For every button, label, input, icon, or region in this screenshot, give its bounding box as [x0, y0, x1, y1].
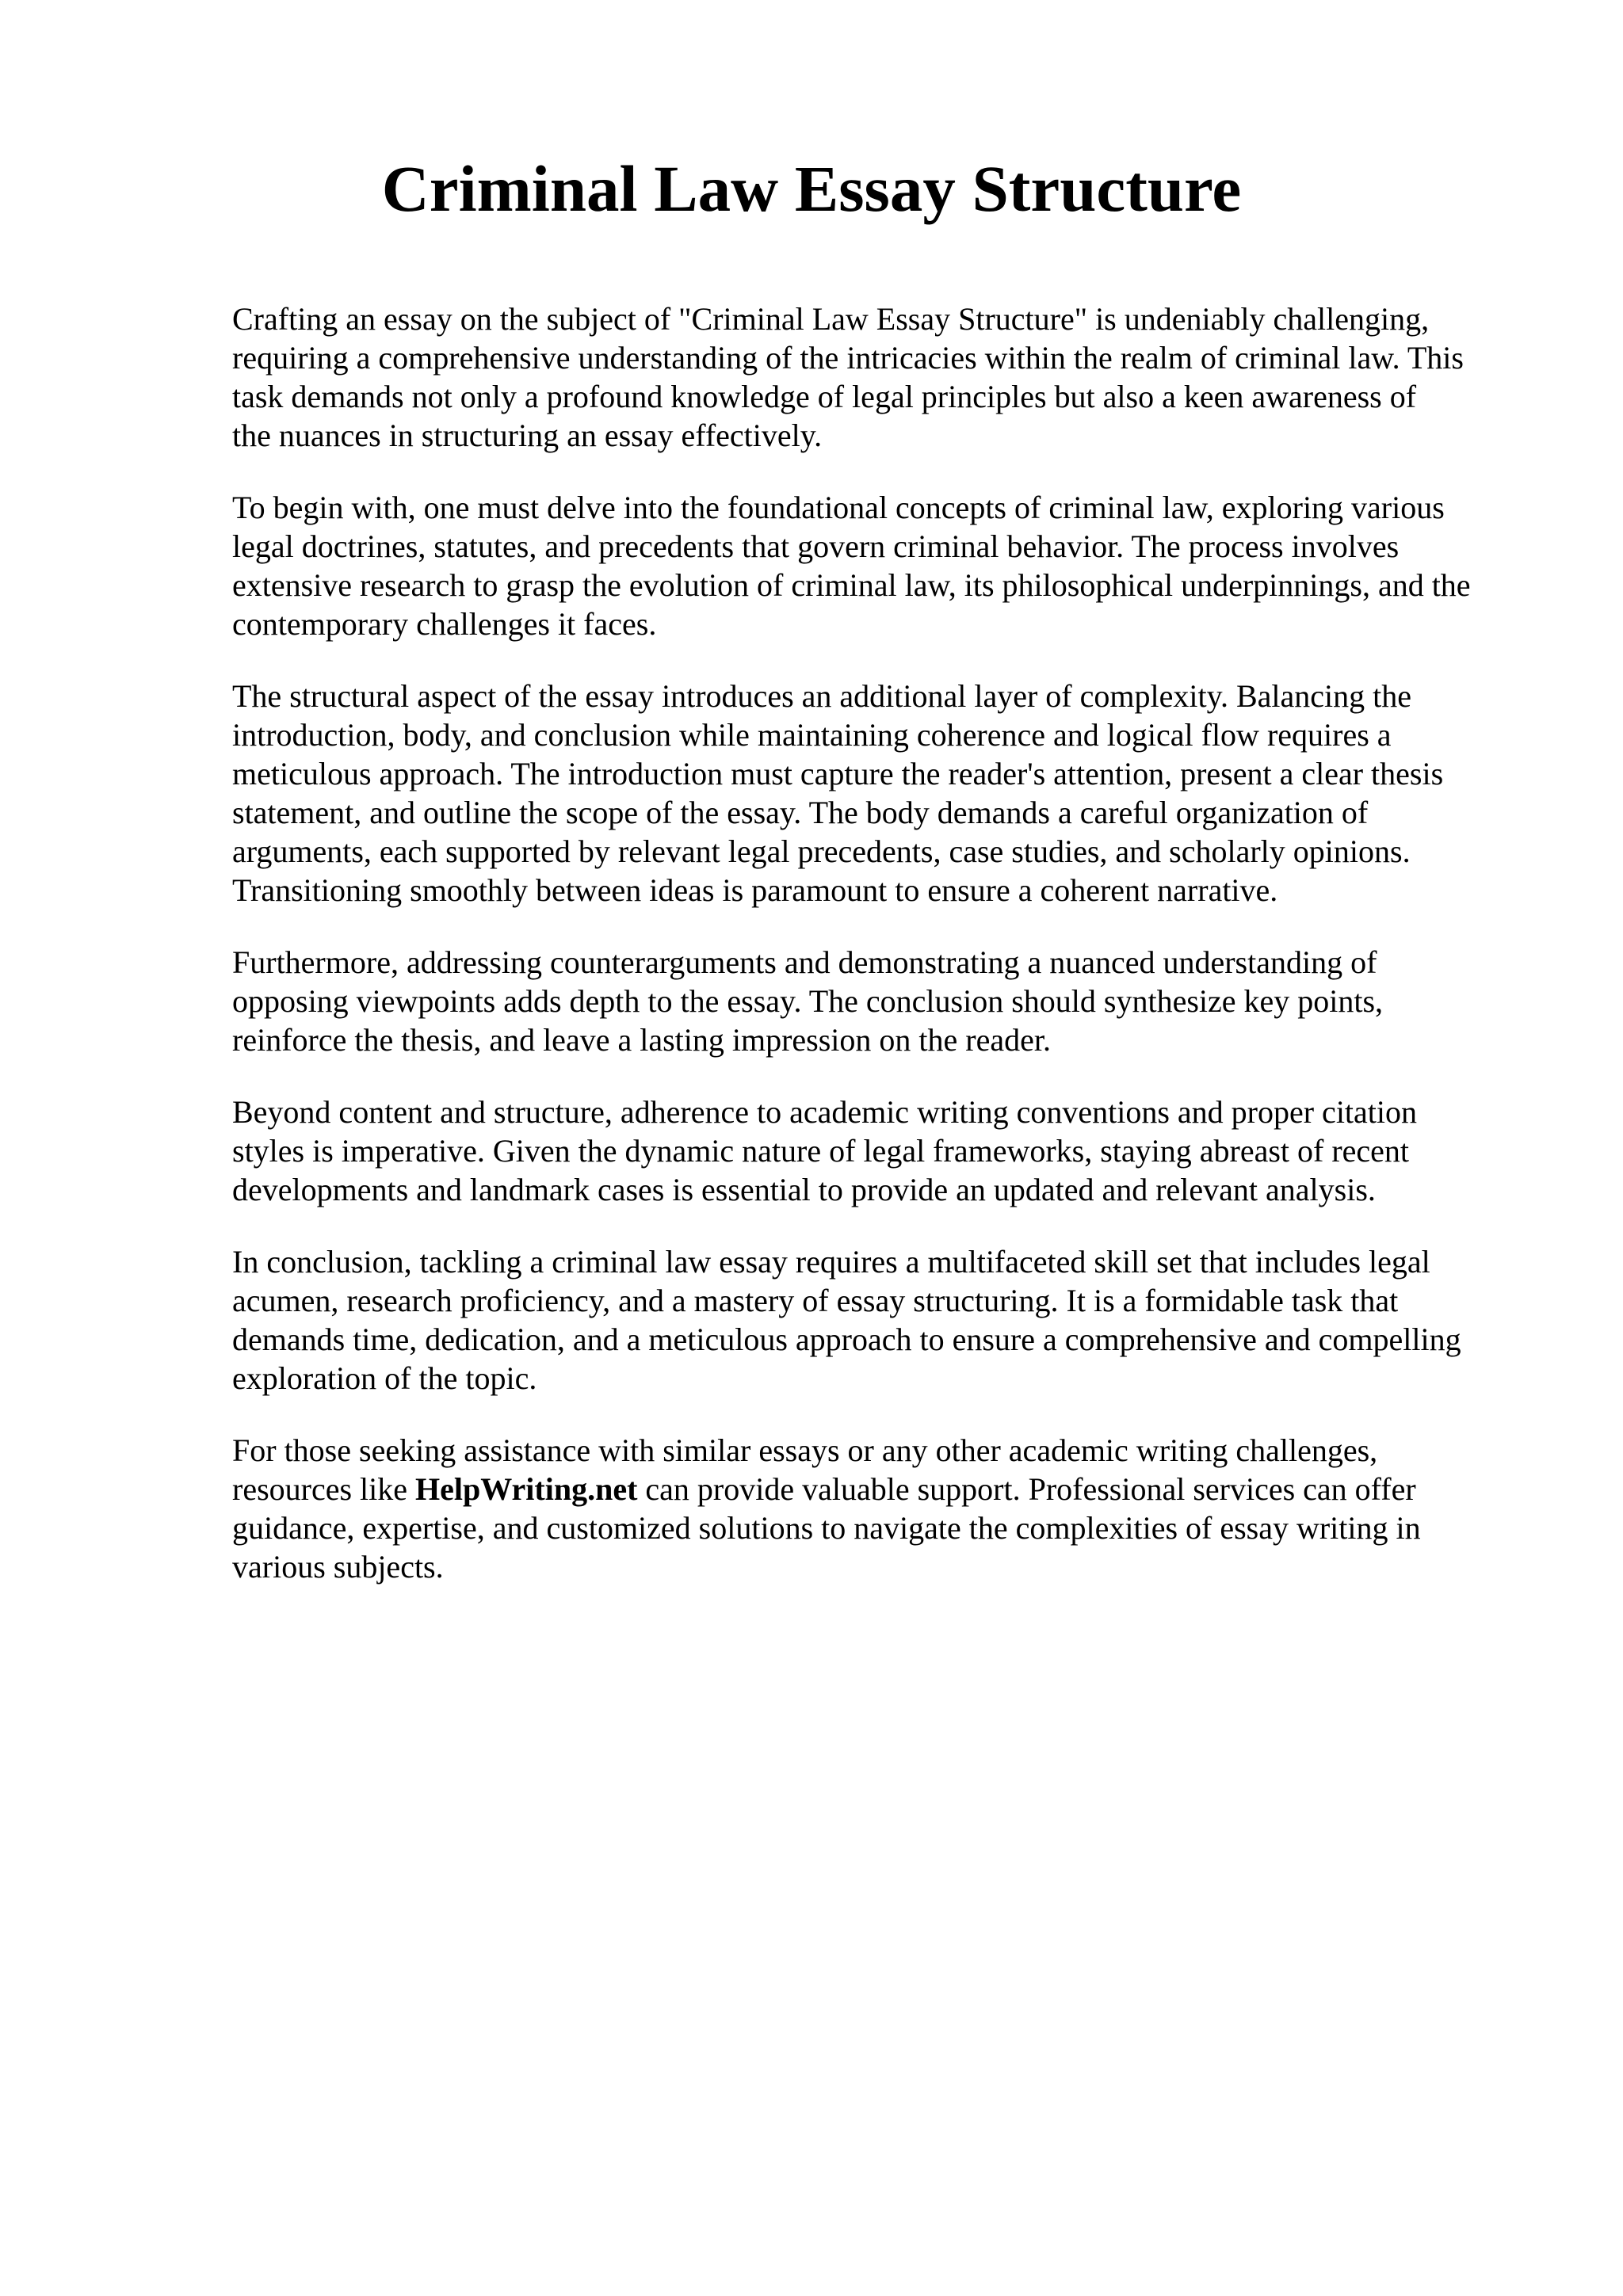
closing-text-after: can provide valuable support. Professional services can offer guidance, expertise, and customized solutions to navigate the complexities of essay writing in various subjects.	[232, 1471, 1421, 1585]
paragraph-structure: The structural aspect of the essay introduces an additional layer of complexity. Balancing the introduction, body, and conclusion while maintaining coherence and logical flow requires a meticulous approach. The introduction must capture the reader's attention, present a clear thesis statement, and outline the scope of the essay. The body demands a careful organization of arguments, each supported by relevant legal precedents, case studies, and scholarly opinions. Transitioning smoothly between ideas is paramount to ensure a coherent narrative.	[232, 678, 1444, 908]
paragraph-intro: Crafting an essay on the subject of "Criminal Law Essay Structure" is undeniably challenging, requiring a comprehensive understanding of the intricacies within the realm of criminal law. This task demands not only a profound knowledge of legal principles but also a keen awareness of the nuances in structuring an essay effectively.	[232, 301, 1464, 453]
paragraph-foundations: To begin with, one must delve into the foundational concepts of criminal law, exploring various legal doctrines, statutes, and precedents that govern criminal behavior. The process involves extensive research to grasp the evolution of criminal law, its philosophical underpinnings, and the contemporary challenges it faces.	[232, 490, 1471, 642]
document-title: Criminal Law Essay Structure	[381, 152, 1242, 225]
paragraph-closing	[232, 1431, 1571, 1586]
closing-text-before: For those seeking assistance with similar essays or any other academic writing challenges, resources like	[232, 1432, 1378, 1507]
document-body	[232, 299, 1571, 1619]
paragraph-counterarguments: Furthermore, addressing counterarguments and demonstrating a nuanced understanding of opposing viewpoints adds depth to the essay. The conclusion should synthesize key points, reinforce the thesis, and leave a lasting impression on the reader.	[232, 944, 1384, 1058]
paragraph-conclusion: In conclusion, tackling a criminal law essay requires a multifaceted skill set that includes legal acumen, research proficiency, and a mastery of essay structuring. It is a formidable task that demands time, dedication, and a meticulous approach to ensure a comprehensive and compelling exploration of the topic.	[232, 1244, 1461, 1396]
paragraph-conventions: Beyond content and structure, adherence to academic writing conventions and proper citation styles is imperative. Given the dynamic nature of legal frameworks, staying abreast of recent developments and landmark cases is essential to provide an updated and relevant analysis.	[232, 1094, 1418, 1207]
brand-link: HelpWriting.net	[415, 1471, 638, 1507]
